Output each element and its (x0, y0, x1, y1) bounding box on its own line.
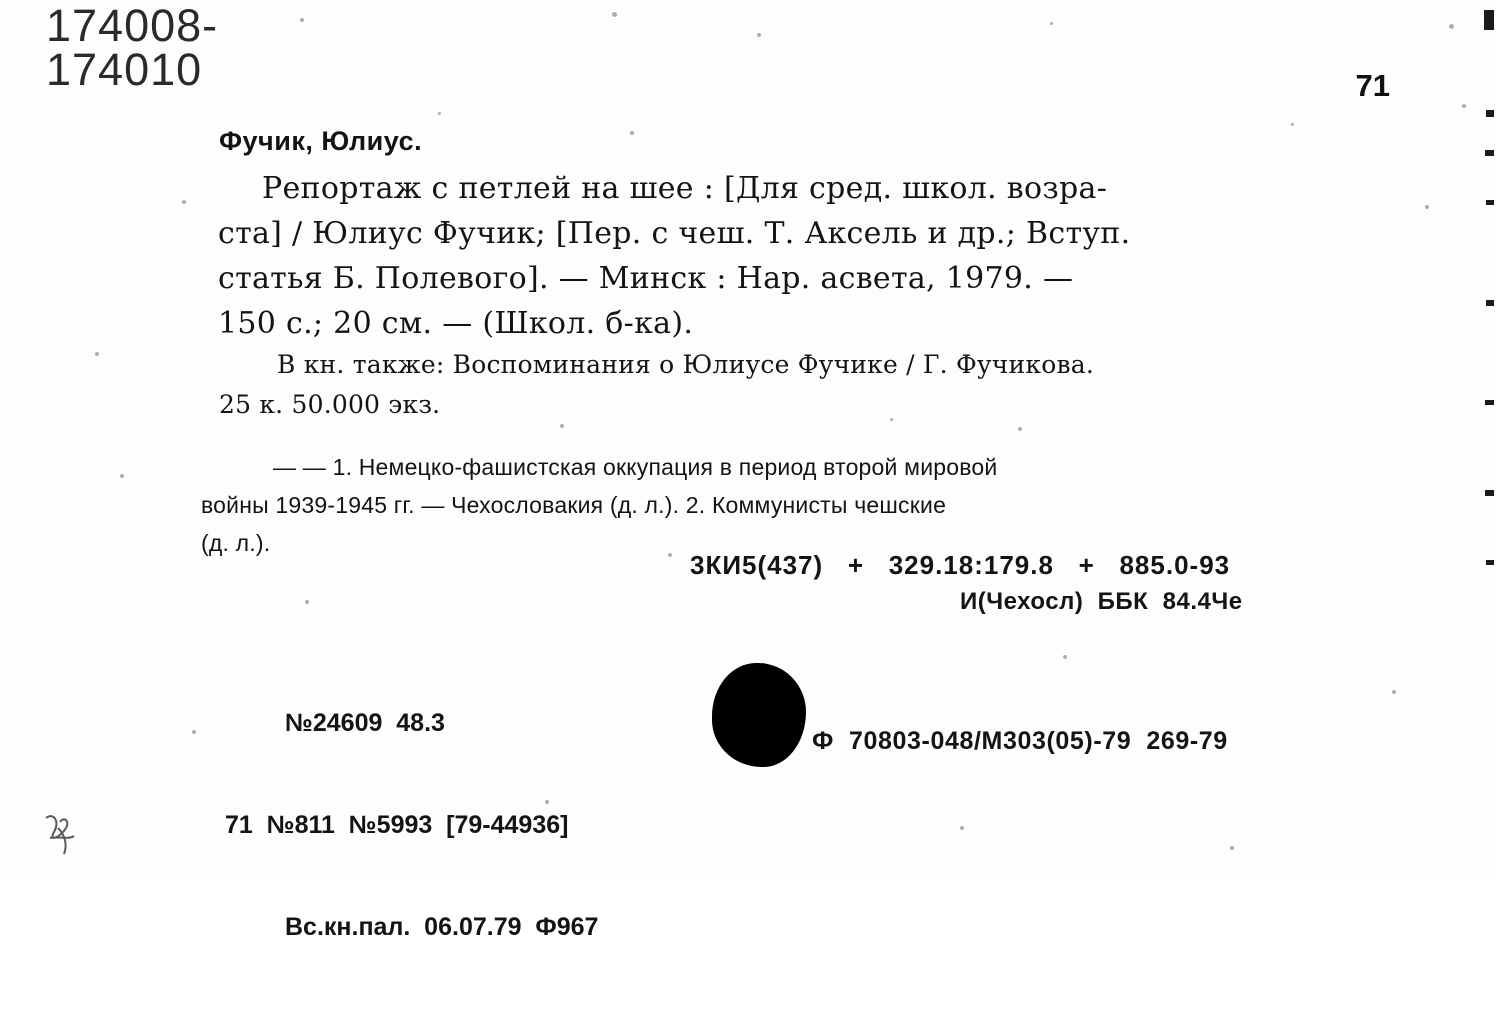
scan-speckle (1230, 846, 1234, 850)
scan-speckle (182, 200, 186, 204)
scan-speckle (1462, 104, 1466, 108)
udc-classification: 3КИ5(437) + 329.18:179.8 + 885.0-93 (690, 550, 1231, 580)
title-statement (219, 166, 1399, 346)
scan-speckle (438, 112, 441, 115)
pencil-scribble-mark (40, 808, 86, 860)
author-heading: Фучик, Юлиус. (219, 126, 423, 156)
scan-speckle (192, 730, 196, 734)
scan-speckle (95, 352, 99, 356)
card-number-line-1: 174008- (46, 0, 219, 51)
note-line: В кн. также: Воспоминания о Юлиусе Фучике / Г. Фучикова. (277, 350, 1094, 379)
scan-speckle (630, 131, 634, 135)
title-line: Репортаж с петлей на шее : [Для сред. школ. возра- (262, 171, 1108, 206)
subject-line: (д. л.). (201, 530, 271, 556)
scan-speckle (1018, 427, 1022, 431)
scan-speckle (1425, 205, 1429, 209)
acquisition-line: Вс.кн.пал. 06.07.79 Ф967 (285, 913, 599, 941)
title-line: ста] / Юлиус Фучик; [Пер. с чеш. Т. Аксель и др.; Вступ. (218, 216, 1131, 251)
scan-speckle (120, 474, 124, 478)
page-edge-marks (1480, 0, 1494, 880)
scan-speckle (960, 826, 964, 830)
scan-speckle (612, 12, 617, 17)
note-line: 25 к. 50.000 экз. (219, 390, 441, 419)
bbk-classification: И(Чехосл) ББК 84.4Че (960, 588, 1243, 615)
subject-headings (201, 448, 1416, 562)
acquisition-line: №24609 48.3 (285, 709, 445, 737)
subject-line: войны 1939-1945 гг. — Чехословакия (д. л.). 2. Коммунисты чешские (201, 492, 947, 518)
title-line: статья Б. Полевого]. — Минск : Нар. асвета, 1979. — (218, 261, 1074, 296)
card-number (46, 0, 219, 95)
scan-speckle (1449, 24, 1454, 29)
scan-speckle (1050, 22, 1053, 25)
scan-speckle (300, 18, 304, 22)
scan-speckle (757, 33, 761, 37)
scan-speckle (1392, 690, 1396, 694)
contents-note (219, 345, 1409, 425)
card-number-line-2: 174010 (46, 44, 203, 95)
page-number: 71 (1355, 68, 1390, 103)
imprint-line: Ф 70803-048/М303(05)-79 269-79 (812, 727, 1228, 755)
scan-speckle (1291, 123, 1294, 126)
scan-speckle (1063, 655, 1067, 659)
acquisition-record (225, 638, 598, 1012)
scan-speckle (305, 600, 309, 604)
subject-line: — — 1. Немецко-фашистская оккупация в период второй мировой (273, 454, 998, 480)
title-line: 150 с.; 20 см. — (Школ. б-ка). (218, 306, 694, 341)
ink-blot (712, 663, 806, 767)
acquisition-line: 71 №811 №5993 [79-44936] (225, 811, 569, 839)
